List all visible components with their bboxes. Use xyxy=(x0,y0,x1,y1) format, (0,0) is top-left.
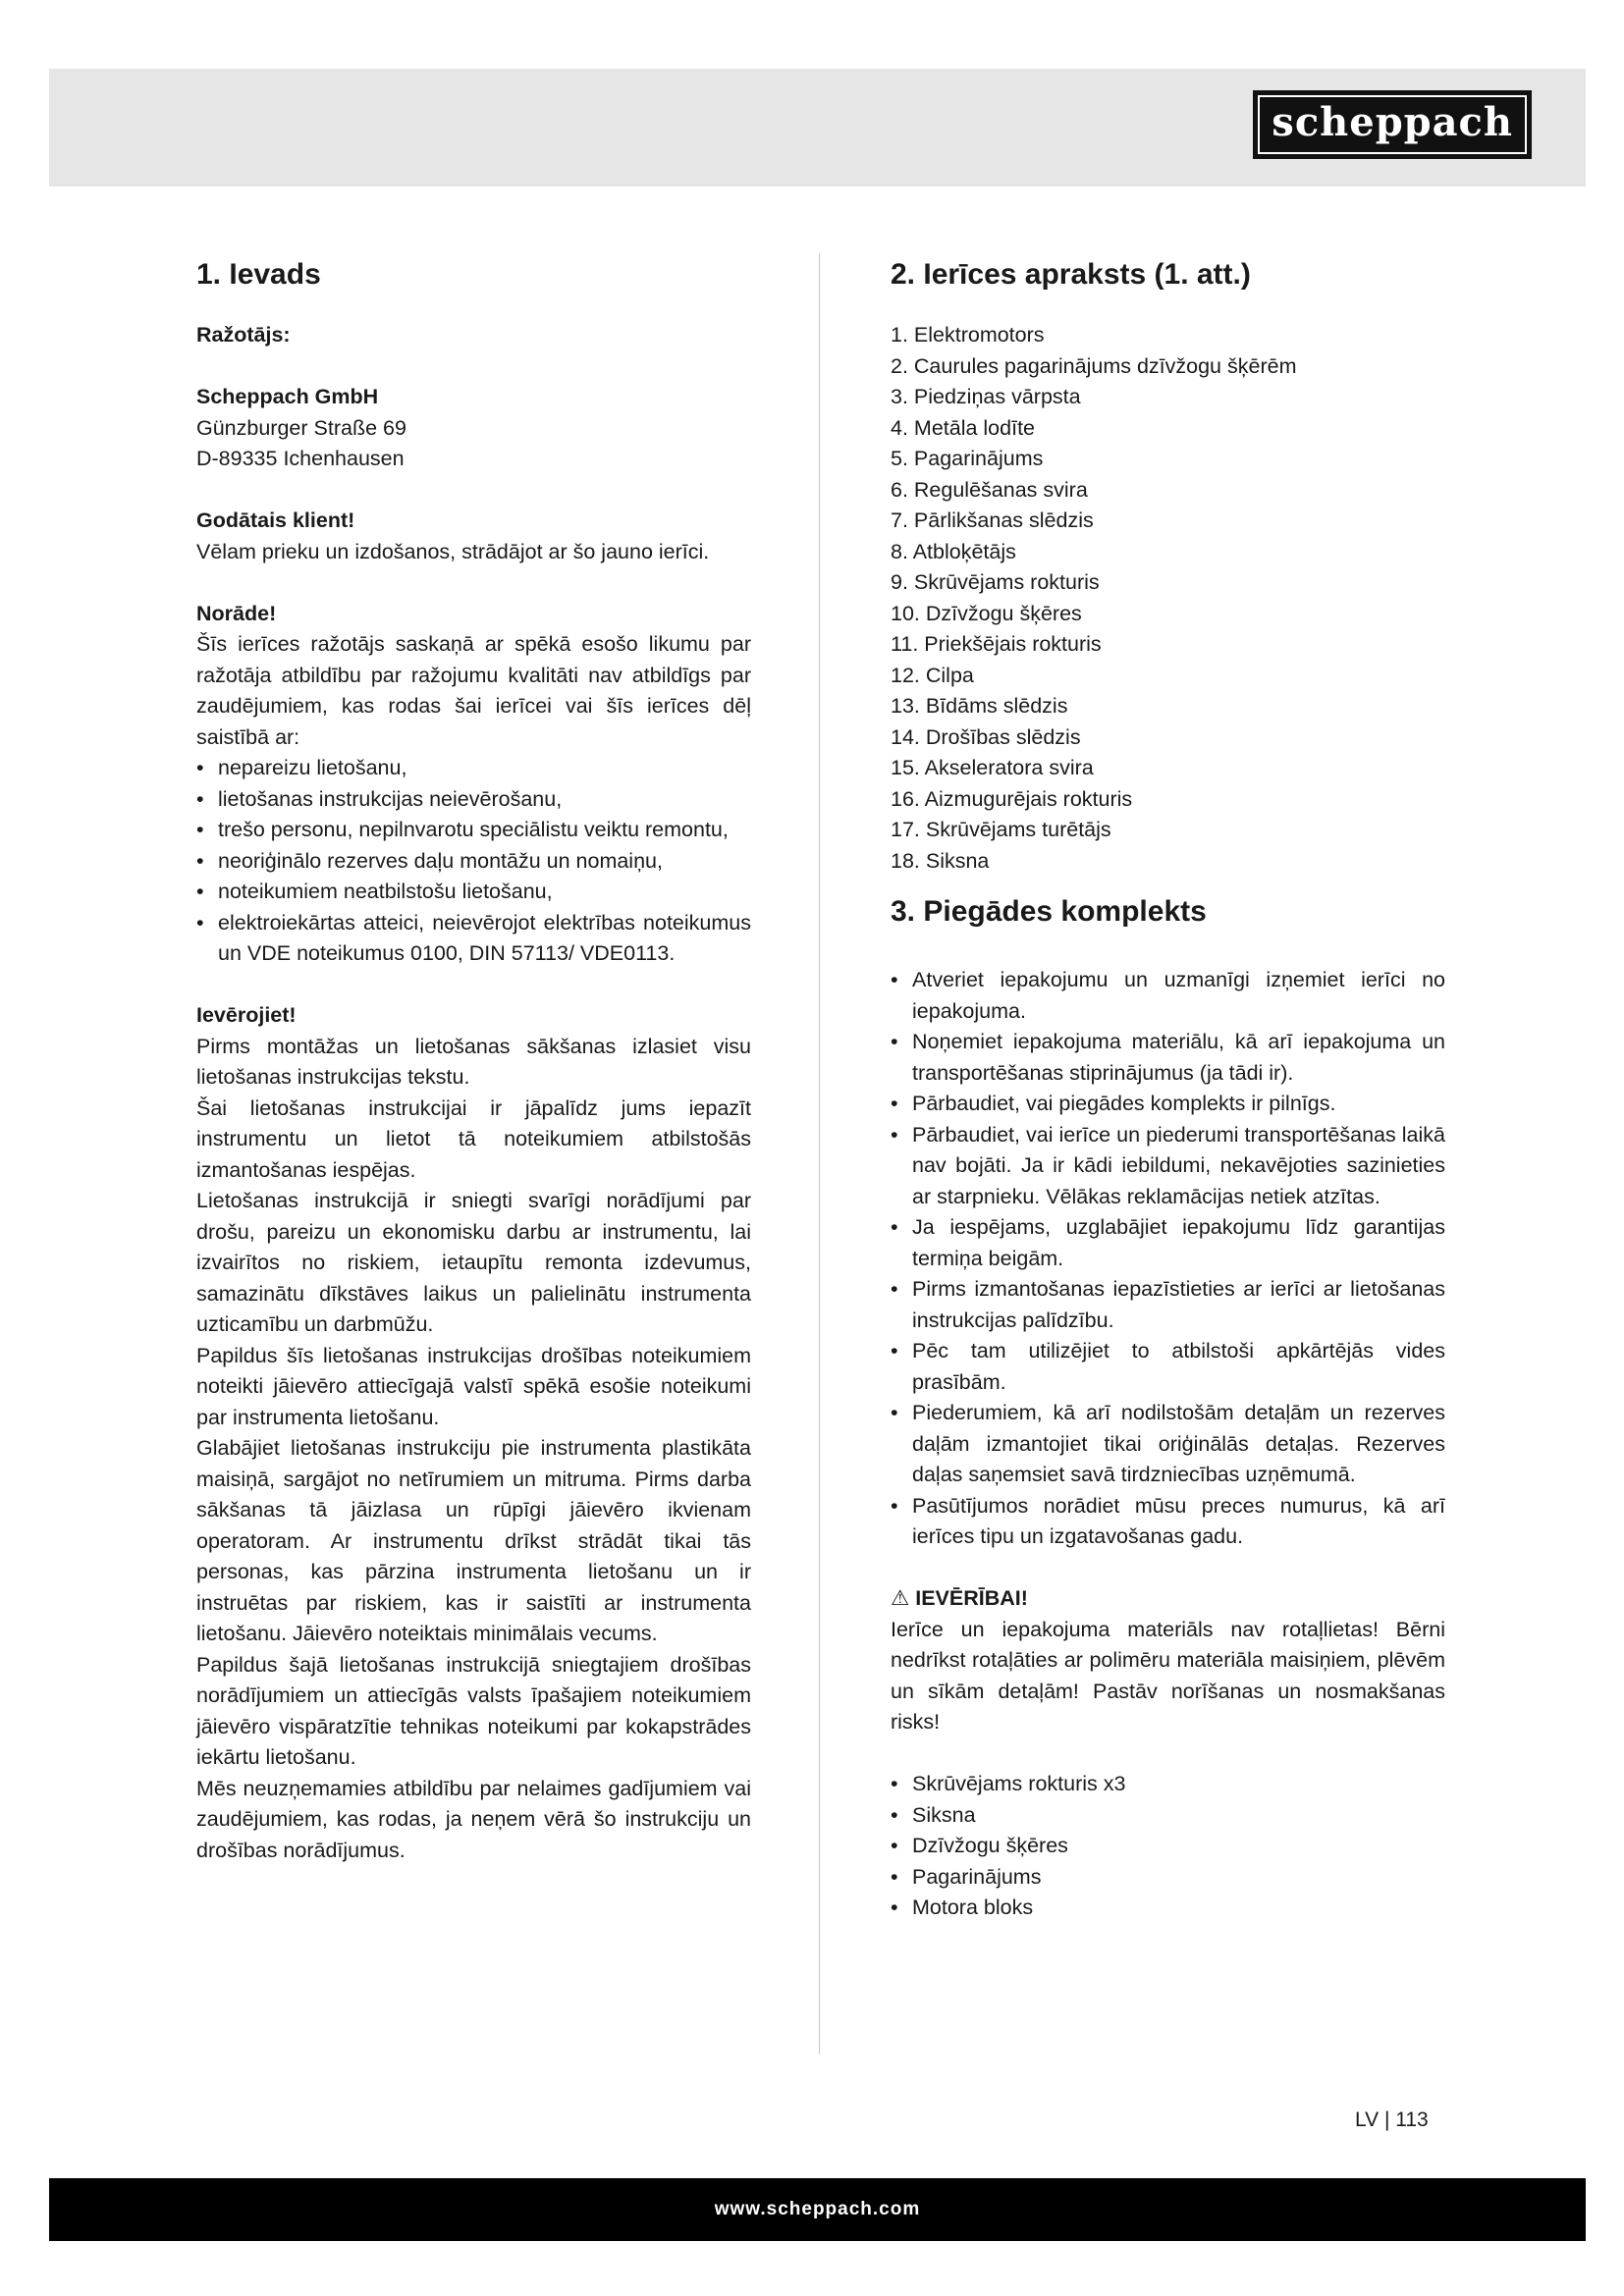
delivery-heading: 3. Piegādes komplekts xyxy=(891,895,1207,928)
right-column xyxy=(891,253,1445,1924)
observe-title: Ievērojiet! xyxy=(196,1003,297,1027)
part-item: 17. Skrūvējams turētājs xyxy=(891,818,1111,841)
part-item: 8. Atbloķētājs xyxy=(891,539,1016,563)
warning-text: Ierīce un iepakojuma materiāls nav rotaļlietas! Bērni nedrīkst rotaļāties ar polimēru materiāla maisiņiem, plēvēm un sīkām detaļām! Pastāv norīšanas un nosmakšanas risks! xyxy=(891,1617,1445,1734)
list-item: • trešo personu, nepilnvarotu speciālistu veiktu remontu, xyxy=(196,815,751,846)
part-item: 5. Pagarinājums xyxy=(891,447,1044,470)
list-item: • Pasūtījumos norādiet mūsu preces numurus, kā arī ierīces tipu un izgatavošanas gadu. xyxy=(891,1491,1445,1553)
part-item: 18. Siksna xyxy=(891,848,990,873)
part-item: 6. Regulēšanas svira xyxy=(891,477,1088,502)
note-list xyxy=(196,753,751,970)
list-item: • Motora bloks xyxy=(891,1893,1445,1924)
dear-customer-text: Vēlam prieku un izdošanos, strādājot ar šo jauno ierīci. xyxy=(196,539,710,563)
part-item: 16. Aizmugurējais rokturis xyxy=(891,786,1133,811)
footer-band xyxy=(49,2178,1586,2241)
list-item: • elektroiekārtas atteici, neievērojot elektrības noteikumus un VDE noteikumus 0100, DIN 57113/ VDE0113. xyxy=(196,908,751,970)
list-item: • Pārbaudiet, vai ierīce un piederumi transportēšanas laikā nav bojāti. Ja ir kādi iebildumi, nekavējoties sazinieties ar starpnieku. Vēlākas reklamācijas netiek atzītas. xyxy=(891,1120,1445,1213)
part-item: 11. Priekšējais rokturis xyxy=(891,632,1102,656)
parts-list xyxy=(891,320,1445,877)
delivery-steps xyxy=(891,965,1445,1553)
list-item: • lietošanas instrukcijas neievērošanu, xyxy=(196,784,751,816)
paragraph: Papildus šīs lietošanas instrukcijas drošības noteikumiem noteikti jāievēro attiecīgajā valstī spēkā esošie noteikumi par instrumenta lietošanu. xyxy=(196,1343,751,1429)
list-item: • Siksna xyxy=(891,1800,1445,1832)
company-name: Scheppach GmbH xyxy=(196,385,379,408)
paragraph: Papildus šajā lietošanas instrukcijā sniegtajiem drošības norādījumiem un attiecīgās valsts īpašajiem noteikumiem jāievēro vispāratzītie tehnikas noteikumi par kokapstrādes iekārtu lietošanu. xyxy=(196,1652,751,1769)
scheppach-logo: scheppach xyxy=(1253,90,1532,159)
list-item: • noteikumiem neatbilstošu lietošanu, xyxy=(196,877,751,908)
intro-heading: 1. Ievads xyxy=(196,258,321,291)
part-item: 10. Dzīvžogu šķēres xyxy=(891,601,1082,625)
list-item: • Pirms izmantošanas iepazīstieties ar ierīci ar lietošanas instrukcijas palīdzību. xyxy=(891,1274,1445,1336)
part-item: 13. Bīdāms slēdzis xyxy=(891,694,1068,718)
footer-url[interactable]: www.scheppach.com xyxy=(714,2199,921,2219)
description-heading: 2. Ierīces apraksts (1. att.) xyxy=(891,258,1251,291)
part-item: 1. Elektromotors xyxy=(891,323,1045,347)
list-item: • Noņemiet iepakojuma materiālu, kā arī iepakojuma un transportēšanas stiprinājumus (ja tādi ir). xyxy=(891,1027,1445,1089)
note-title: Norāde! xyxy=(196,601,277,625)
manufacturer-label: Ražotājs: xyxy=(196,323,291,347)
list-item: • nepareizu lietošanu, xyxy=(196,753,751,784)
left-column xyxy=(196,253,751,1866)
part-item: 7. Pārlikšanas slēdzis xyxy=(891,508,1094,532)
warning-title: ⚠ IEVĒRĪBAI! xyxy=(891,1586,1028,1610)
list-item: • Pagarinājums xyxy=(891,1862,1445,1894)
list-item: • Skrūvējams rokturis x3 xyxy=(891,1769,1445,1800)
column-divider xyxy=(819,253,820,2055)
address-line: Günzburger Straße 69 xyxy=(196,415,406,440)
list-item: • neoriģinālo rezerves daļu montāžu un nomaiņu, xyxy=(196,846,751,878)
header-band xyxy=(49,69,1586,187)
paragraph: Glabājiet lietošanas instrukciju pie instrumenta plastikāta maisiņā, sargājot no netīrumiem un mitruma. Pirms darba sākšanas tā jāizlasa un rūpīgi jāievēro ikvienam operatoram. Ar instrumentu drīkst strādāt tikai tās personas, kas pārzina instrumenta lietošanu un ir instruētas par riskiem, kas ir saistīti ar instrumenta lietošanu. Jāievēro noteiktais minimālais vecums. xyxy=(196,1436,751,1645)
list-item: • Pārbaudiet, vai piegādes komplekts ir pilnīgs. xyxy=(891,1089,1445,1120)
part-item: 4. Metāla lodīte xyxy=(891,415,1036,440)
paragraph: Lietošanas instrukcijā ir sniegti svarīgi norādījumi par drošu, pareizu un ekonomisku darbu ar instrumentu, lai izvairītos no riskiem, ietaupītu remonta izdevumus, samazinātu dīkstāves laikus un palielinātu instrumenta uzticamību un darbmūžu. xyxy=(196,1189,751,1336)
list-item: • Atveriet iepakojumu un uzmanīgi izņemiet ierīci no iepakojuma. xyxy=(891,965,1445,1027)
list-item: • Dzīvžogu šķēres xyxy=(891,1831,1445,1862)
paragraph: Pirms montāžas un lietošanas sākšanas izlasiet visu lietošanas instrukcijas tekstu. xyxy=(196,1034,751,1089)
list-item: • Piederumiem, kā arī nodilstošām detaļām un rezerves daļām izmantojiet tikai oriģinālās detaļas. Rezerves daļas saņemsiet savā tirdzniecības uzņēmumā. xyxy=(891,1398,1445,1491)
part-item: 9. Skrūvējams rokturis xyxy=(891,570,1100,594)
part-item: 15. Akseleratora svira xyxy=(891,756,1094,779)
part-item: 2. Caurules pagarinājums dzīvžogu šķērēm xyxy=(891,353,1297,378)
part-item: 12. Cilpa xyxy=(891,663,974,687)
list-item: • Ja iespējams, uzglabājiet iepakojumu līdz garantijas termiņa beigām. xyxy=(891,1212,1445,1274)
address-line: D-89335 Ichenhausen xyxy=(196,447,405,470)
list-item: • Pēc tam utilizējiet to atbilstoši apkārtējās vides prasībām. xyxy=(891,1336,1445,1398)
part-item: 14. Drošības slēdzis xyxy=(891,724,1081,749)
note-text: Šīs ierīces ražotājs saskaņā ar spēkā esošo likumu par ražotāja atbildību par ražojumu kvalitāti nav atbildīgs par zaudējumiem, kas rodas šai ierīcei vai šīs ierīces dēļ saistībā ar: xyxy=(196,632,751,749)
dear-customer-title: Godātais klient! xyxy=(196,508,355,532)
part-item: 3. Piedziņas vārpsta xyxy=(891,385,1081,408)
contents-list xyxy=(891,1769,1445,1924)
paragraph: Šai lietošanas instrukcijai ir jāpalīdz jums iepazīt instrumentu un lietot tā noteikumiem atbilstošās izmantošanas iespējas. xyxy=(196,1095,751,1182)
paragraph: Mēs neuzņemamies atbildību par nelaimes gadījumiem vai zaudējumiem, kas rodas, ja neņem vērā šo instrukciju un drošības norādījumus. xyxy=(196,1776,751,1862)
page-number: LV | 113 xyxy=(1355,2109,1429,2131)
